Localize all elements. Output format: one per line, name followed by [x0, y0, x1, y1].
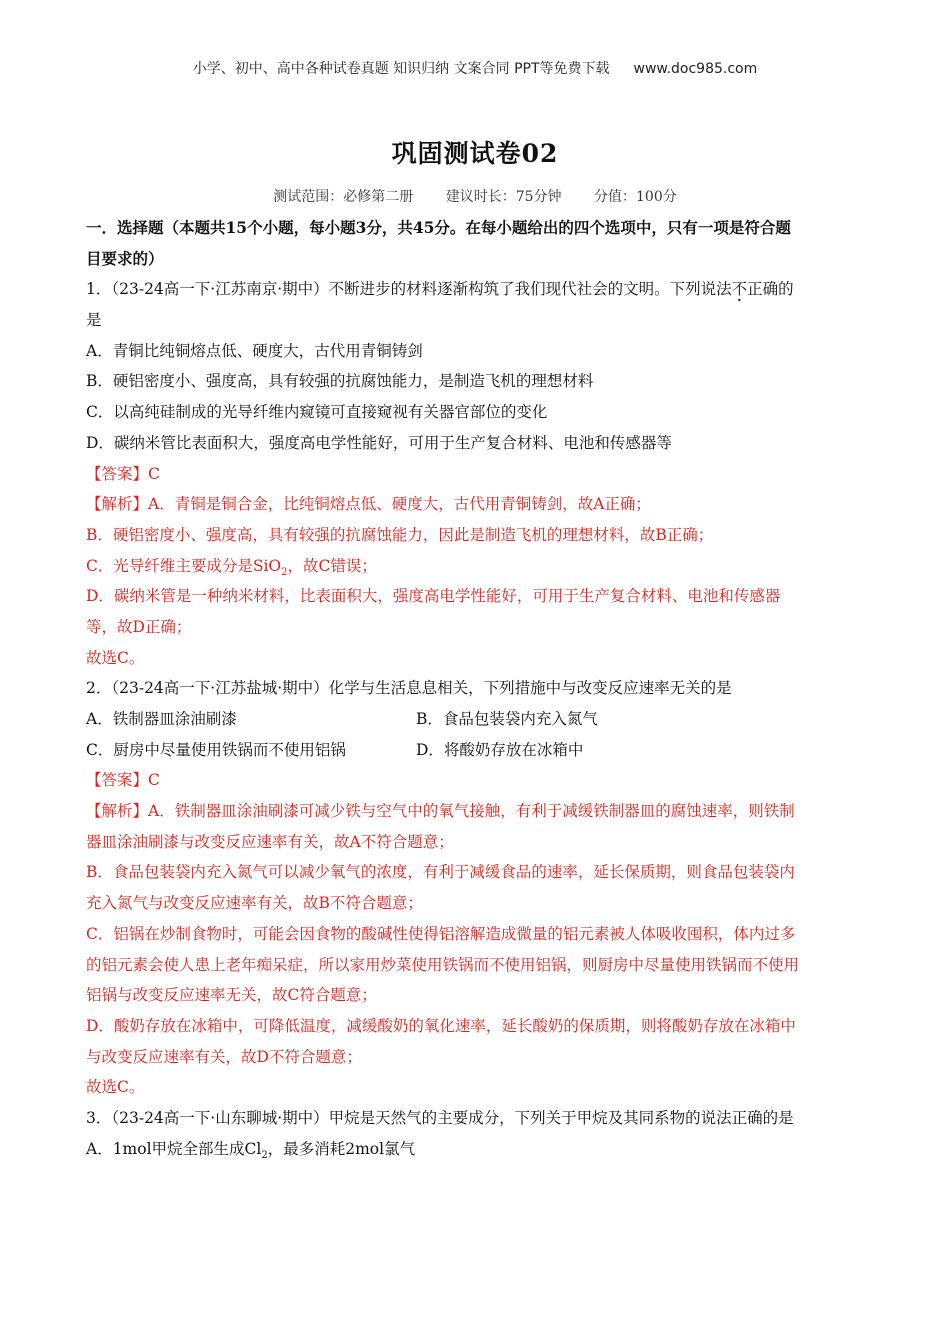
q3-stem: 3．（23-24高一下·山东聊城·期中）甲烷是天然气的主要成分，下列关于甲烷及其同系物的说法正确的是	[86, 1108, 794, 1127]
q1-ex3-subscript: 2	[281, 566, 288, 578]
header-site-link[interactable]: www.doc985.com	[633, 61, 758, 77]
q1-stem-continued: 是	[86, 311, 102, 330]
q3-option-a-subscript: 2	[261, 1149, 268, 1161]
q2-explanation-5: C．铝锅在炒制食物时，可能会因食物的酸碱性使得铝溶解造成微量的铝元素被人体吸收囤积，体内过多	[86, 924, 796, 943]
q2-explanation-1: 【解析】A．铁制器皿涂油刷漆可减少铁与空气中的氧气接触，有利于减缓铁制器皿的腐蚀速率，则铁制	[86, 802, 795, 821]
q3-option-a-text: A．1mol甲烷全部生成	[86, 1139, 245, 1158]
q1-explanation-6: 故选C。	[86, 648, 145, 667]
q1-ex3-tail: ，故C错误；	[287, 556, 377, 575]
q1-stem-tail: 正确的	[747, 280, 794, 299]
q1-option-a: A．青铜比纯铜熔点低、硬度大，古代用青铜铸剑	[86, 341, 423, 360]
q2-option-b: B．食品包装袋内充入氮气	[416, 710, 598, 728]
q2-explanation-3: B．食品包装袋内充入氮气可以减少氧气的浓度，有利于减缓食品的速率，延长保质期，则食品包装袋内	[86, 863, 795, 882]
meta-range: 测试范围：必修第二册	[273, 189, 414, 205]
q2-explanation-2: 器皿涂油刷漆与改变反应速率有关，故A不符合题意；	[86, 832, 454, 851]
document-body	[86, 213, 866, 1164]
q1-explanation-1: 【解析】A．青铜是铜合金，比纯铜熔点低、硬度大，古代用青铜铸剑，故A正确；	[86, 495, 651, 514]
page-title: 巩固测试卷02	[391, 139, 559, 168]
q2-explanation-4: 充入氮气与改变反应速率有关，故B不符合题意；	[86, 894, 423, 913]
q1-stem-emphasis: 不	[731, 280, 748, 299]
q2-explanation-6: 的铝元素会使人患上老年痴呆症，所以家用炒菜使用铁锅而不使用铝锅，则厨房中尽量使用铁锅而不使用	[86, 955, 800, 974]
header-note	[0, 58, 950, 78]
section-heading-line1: 一．选择题（本题共15个小题，每小题3分，共45分。在每小题给出的四个选项中，只有一项是符合题	[86, 218, 791, 237]
q2-answer: 【答案】C	[86, 771, 160, 790]
q2-option-d: D．将酸奶存放在冰箱中	[416, 740, 584, 759]
exam-meta	[0, 186, 950, 206]
q1-explanation-2: B．硬铝密度小、强度高，具有较强的抗腐蚀能力，因此是制造飞机的理想材料，故B正确；	[86, 525, 714, 544]
section-heading-line2: 目要求的）	[86, 248, 164, 268]
q2-option-a: A．铁制器皿涂油刷漆	[86, 710, 237, 728]
q3-option-a	[86, 1134, 866, 1165]
q1-ex3-text: C．光导纤维主要成分是SiO	[86, 556, 282, 575]
q2-explanation-9: 与改变反应速率有关，故D不符合题意；	[86, 1047, 362, 1066]
q1-answer: 【答案】C	[86, 464, 160, 483]
q2-explanation-8: D．酸奶存放在冰箱中，可降低温度，减缓酸奶的氧化速率，延长酸奶的保质期，则将酸奶存放在冰箱中	[86, 1016, 796, 1035]
meta-time: 建议时长：75分钟	[445, 189, 562, 205]
q2-stem: 2．（23-24高一下·江苏盐城·期中）化学与生活息息相关，下列措施中与改变反应速率无关的是	[86, 679, 732, 698]
q2-explanation-7: 铝锅与改变反应速率无关，故C符合题意；	[86, 986, 377, 1005]
q1-explanation-4: D．碳纳米管是一种纳米材料，比表面积大，强度高电学性能好，可用于生产复合材料、电池和传感器	[86, 587, 781, 606]
q2-option-c: C．厨房中尽量使用铁锅而不使用铝锅	[86, 740, 346, 759]
q2-options-row1	[86, 704, 866, 735]
meta-score: 分值：100分	[594, 189, 677, 205]
q1-option-d: D．碳纳米管比表面积大，强度高电学性能好，可用于生产复合材料、电池和传感器等	[86, 433, 672, 452]
q1-option-c: C．以高纯硅制成的光导纤维内窥镜可直接窥视有关器官部位的变化	[86, 403, 548, 422]
q2-explanation-10: 故选C。	[86, 1078, 145, 1097]
q3-option-a-formula: Cl	[244, 1139, 262, 1158]
q1-explanation-5: 等，故D正确；	[86, 617, 192, 636]
q2-options-row2	[86, 735, 866, 766]
q1-stem-text: 1．（23-24高一下·江苏南京·期中）不断进步的材料逐渐构筑了我们现代社会的文明。下列说法	[86, 280, 732, 299]
q1-explanation-3	[86, 551, 866, 582]
q3-option-a-tail: ，最多消耗2mol氯气	[267, 1139, 416, 1158]
header-text: 小学、初中、高中各种试卷真题 知识归纳 文案合同 PPT等免费下载	[192, 61, 610, 77]
q1-stem	[86, 274, 866, 305]
q1-option-b: B．硬铝密度小、强度高，具有较强的抗腐蚀能力，是制造飞机的理想材料	[86, 372, 594, 391]
